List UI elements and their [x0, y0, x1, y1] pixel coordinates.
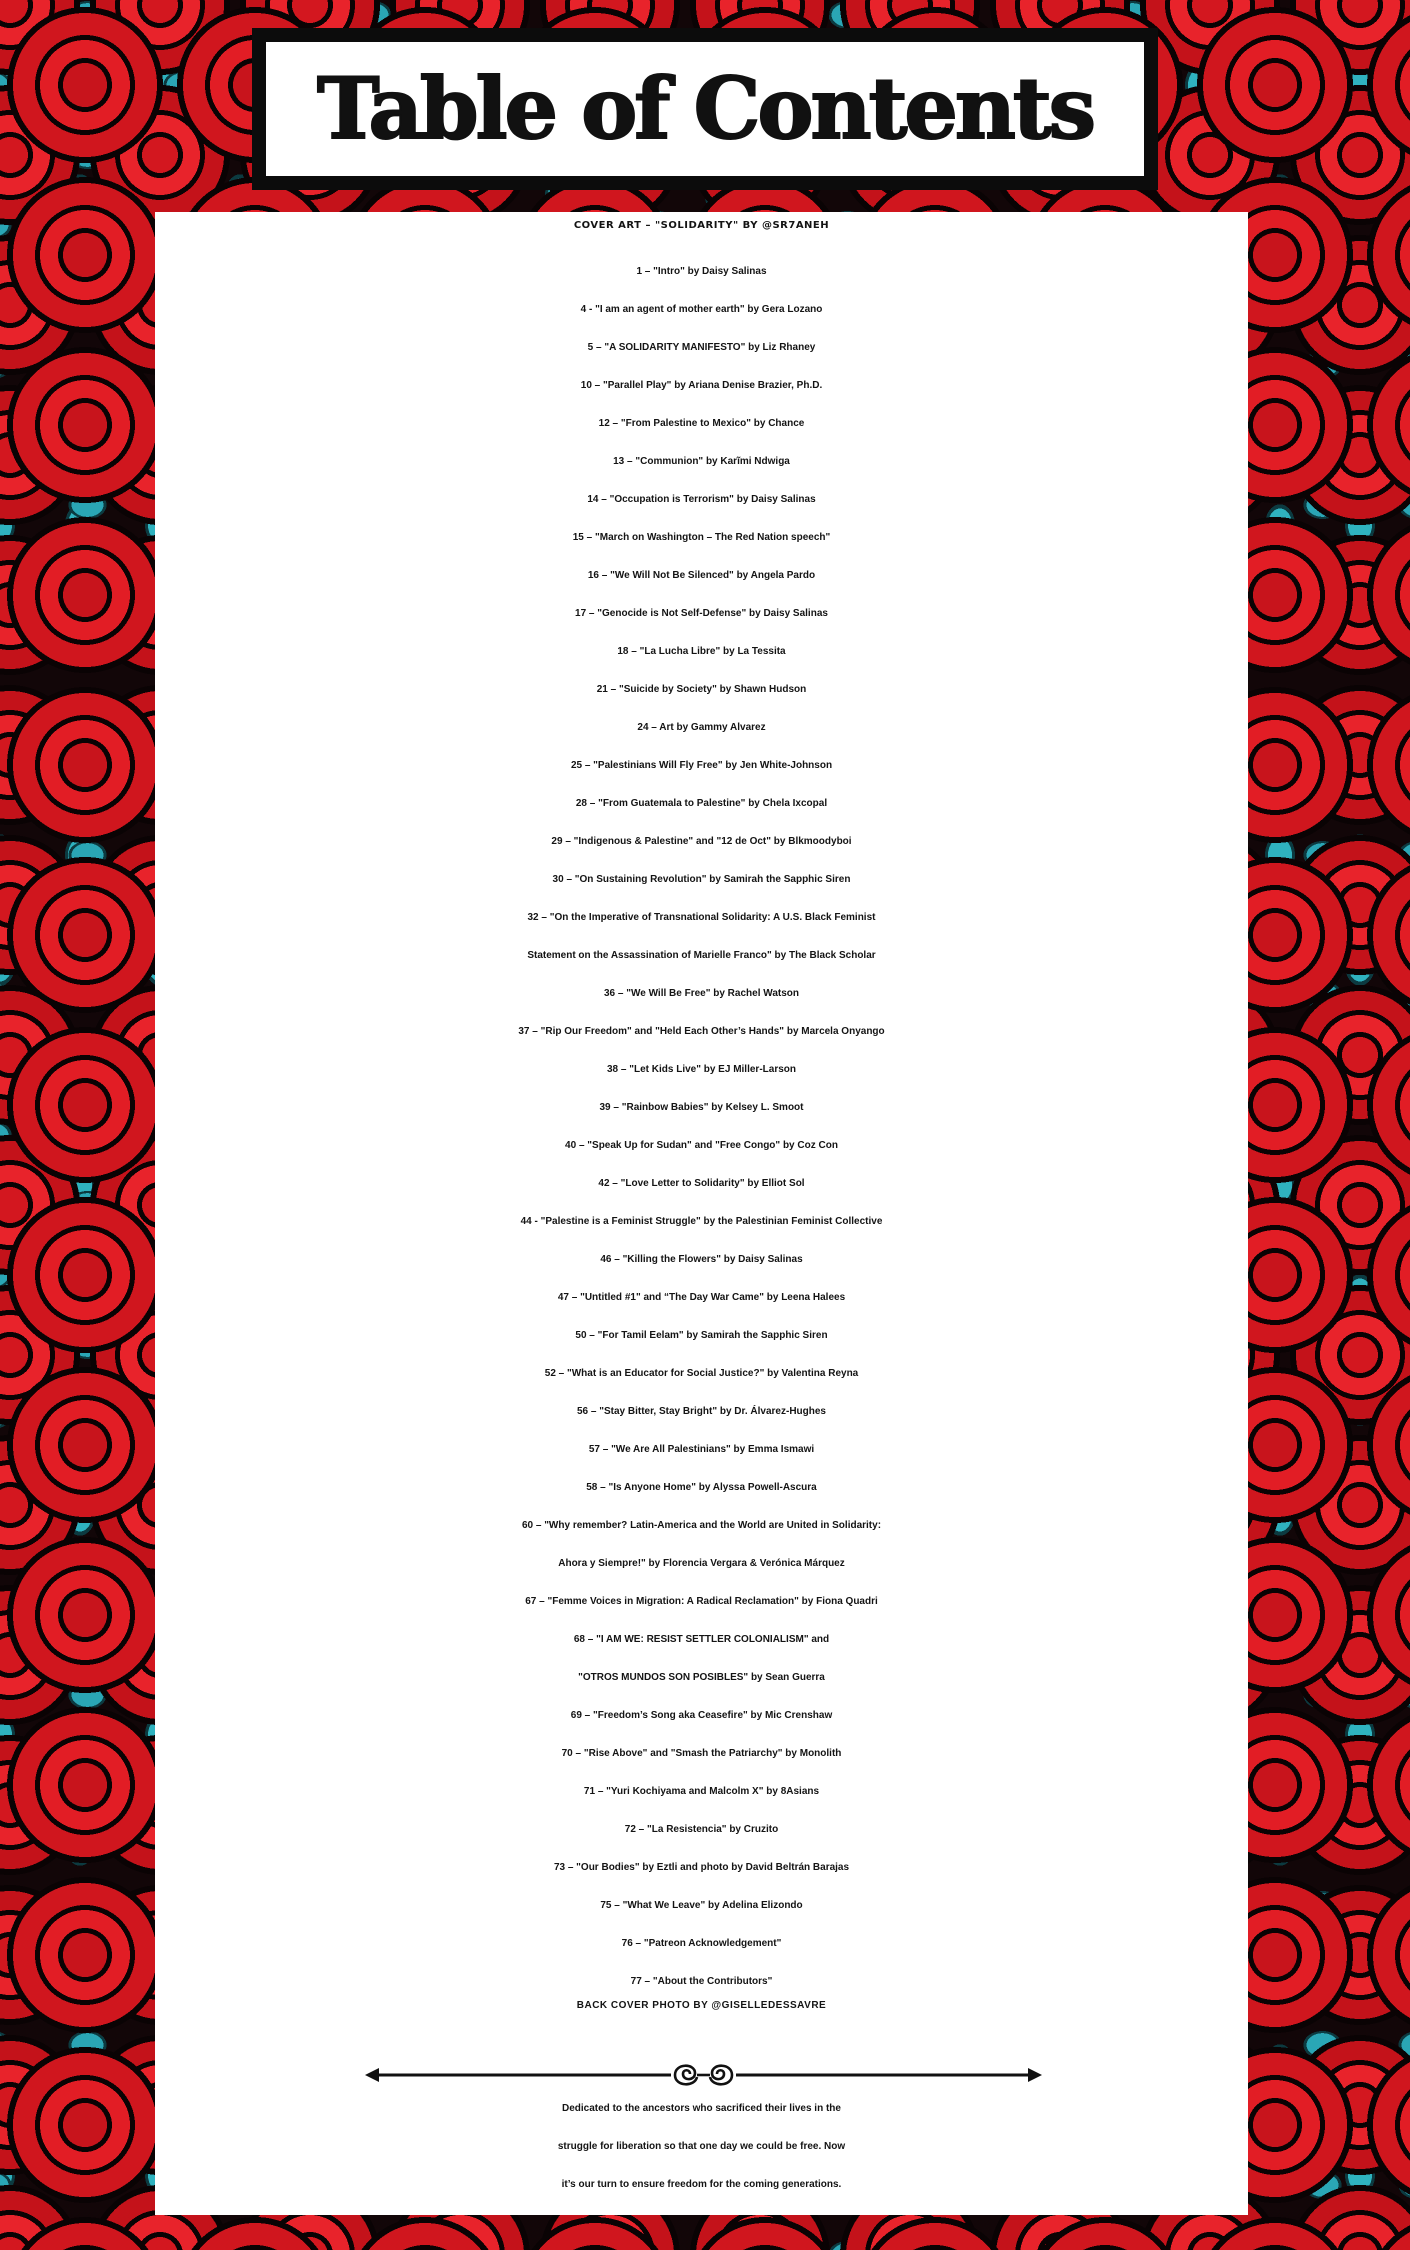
- toc-entry: 76 – "Patreon Acknowledgement": [621, 1938, 782, 1949]
- toc-entry: 4 - "I am an agent of mother earth" by Gera Lozano: [580, 304, 823, 315]
- toc-entry: 44 - "Palestine is a Feminist Struggle" by the Palestinian Feminist Collective: [520, 1216, 883, 1227]
- toc-entry: 77 – "About the Contributors": [630, 1976, 773, 1987]
- toc-entry: 15 – "March on Washington – The Red Nation speech": [572, 532, 831, 543]
- contents-panel: [155, 212, 1248, 2215]
- toc-entry: 30 – "On Sustaining Revolution" by Samirah the Sapphic Siren: [552, 874, 851, 885]
- dedication-line: Dedicated to the ancestors who sacrificed their lives in the: [562, 2103, 841, 2114]
- toc-entry: 16 – "We Will Not Be Silenced" by Angela Pardo: [587, 570, 816, 581]
- toc-entry: 68 – "I AM WE: RESIST SETTLER COLONIALISM" and: [573, 1634, 830, 1645]
- toc-entry: 57 – "We Are All Palestinians" by Emma Ismawi: [588, 1444, 815, 1455]
- toc-entry: 70 – "Rise Above" and "Smash the Patriarchy" by Monolith: [561, 1748, 842, 1759]
- title-plaque-inner: [266, 42, 1144, 176]
- toc-entry: 72 – "La Resistencia" by Cruzito: [624, 1824, 779, 1835]
- toc-entry: 67 – "Femme Voices in Migration: A Radical Reclamation" by Fiona Quadri: [525, 1596, 878, 1607]
- title-plaque: [252, 28, 1158, 190]
- dedication-text: [155, 2090, 1248, 2204]
- toc-entry: 13 – "Communion" by Karĩmi Ndwiga: [613, 456, 790, 467]
- toc-entry: 60 – "Why remember? Latin-America and the World are United in Solidarity:: [521, 1520, 882, 1531]
- toc-entry: 24 – Art by Gammy Alvarez: [637, 722, 766, 733]
- toc-entry: Ahora y Siempre!" by Florencia Vergara & Verónica Márquez: [558, 1558, 845, 1569]
- toc-entry: 58 – "Is Anyone Home" by Alyssa Powell-Ascura: [586, 1482, 817, 1493]
- toc-list: [155, 253, 1248, 2001]
- toc-entry: 29 – "Indigenous & Palestine" and "12 de Oct" by Blkmoodyboi: [551, 836, 852, 847]
- toc-entry: 50 – "For Tamil Eelam" by Samirah the Sapphic Siren: [575, 1330, 828, 1341]
- toc-entry: 47 – "Untitled #1" and “The Day War Came" by Leena Halees: [557, 1292, 846, 1303]
- toc-entry: 38 – "Let Kids Live" by EJ Miller-Larson: [607, 1064, 796, 1075]
- toc-entry: "OTROS MUNDOS SON POSIBLES" by Sean Guerra: [578, 1672, 825, 1683]
- toc-entry: 21 – "Suicide by Society" by Shawn Hudson: [596, 684, 807, 695]
- back-cover-credit: BACK COVER PHOTO BY @GISELLEDESSAVRE: [576, 2000, 827, 2011]
- toc-entry: 17 – "Genocide is Not Self-Defense" by Daisy Salinas: [575, 608, 828, 619]
- toc-entry: 37 – "Rip Our Freedom" and "Held Each Other’s Hands" by Marcela Onyango: [518, 1026, 885, 1037]
- toc-entry: 52 – "What is an Educator for Social Justice?" by Valentina Reyna: [544, 1368, 859, 1379]
- toc-entry: Statement on the Assassination of Marielle Franco" by The Black Scholar: [527, 950, 876, 961]
- toc-entry: 40 – "Speak Up for Sudan" and "Free Congo" by Coz Con: [565, 1140, 838, 1151]
- toc-entry: 18 – "La Lucha Libre" by La Tessita: [617, 646, 786, 657]
- toc-entry: 36 – "We Will Be Free" by Rachel Watson: [603, 988, 799, 999]
- toc-entry: 69 – "Freedom’s Song aka Ceasefire" by Mic Crenshaw: [570, 1710, 833, 1721]
- cover-art-credit: COVER ART – "SOLIDARITY" BY @SR7ANEH: [573, 220, 830, 231]
- toc-entry: 1 – "Intro" by Daisy Salinas: [636, 266, 767, 277]
- toc-entry: 75 – "What We Leave" by Adelina Elizondo: [600, 1900, 803, 1911]
- flourish-divider-icon: [365, 2060, 1042, 2090]
- toc-entry: 73 – "Our Bodies" by Eztli and photo by David Beltrán Barajas: [553, 1862, 850, 1873]
- page-title: Table of Contents: [317, 59, 1093, 158]
- toc-entry: 28 – "From Guatemala to Palestine" by Chela Ixcopal: [575, 798, 828, 809]
- toc-entry: 39 – "Rainbow Babies" by Kelsey L. Smoot: [599, 1102, 804, 1113]
- toc-entry: 56 – "Stay Bitter, Stay Bright" by Dr. Álvarez-Hughes: [576, 1406, 826, 1417]
- toc-entry: 71 – "Yuri Kochiyama and Malcolm X" by 8Asians: [583, 1786, 820, 1797]
- toc-entry: 14 – "Occupation is Terrorism" by Daisy Salinas: [587, 494, 816, 505]
- toc-entry: 10 – "Parallel Play" by Ariana Denise Brazier, Ph.D.: [580, 380, 823, 391]
- dedication-line: struggle for liberation so that one day we could be free. Now: [557, 2141, 846, 2152]
- toc-entry: 42 – "Love Letter to Solidarity" by Elliot Sol: [598, 1178, 805, 1189]
- toc-entry: 12 – "From Palestine to Mexico" by Chance: [598, 418, 805, 429]
- toc-entry: 46 – "Killing the Flowers" by Daisy Salinas: [600, 1254, 803, 1265]
- dedication-line: it’s our turn to ensure freedom for the coming generations.: [561, 2179, 842, 2190]
- toc-entry: 32 – "On the Imperative of Transnational Solidarity: A U.S. Black Feminist: [527, 912, 876, 923]
- toc-entry: 5 – "A SOLIDARITY MANIFESTO" by Liz Rhaney: [587, 342, 816, 353]
- toc-entry: 25 – "Palestinians Will Fly Free" by Jen White-Johnson: [570, 760, 833, 771]
